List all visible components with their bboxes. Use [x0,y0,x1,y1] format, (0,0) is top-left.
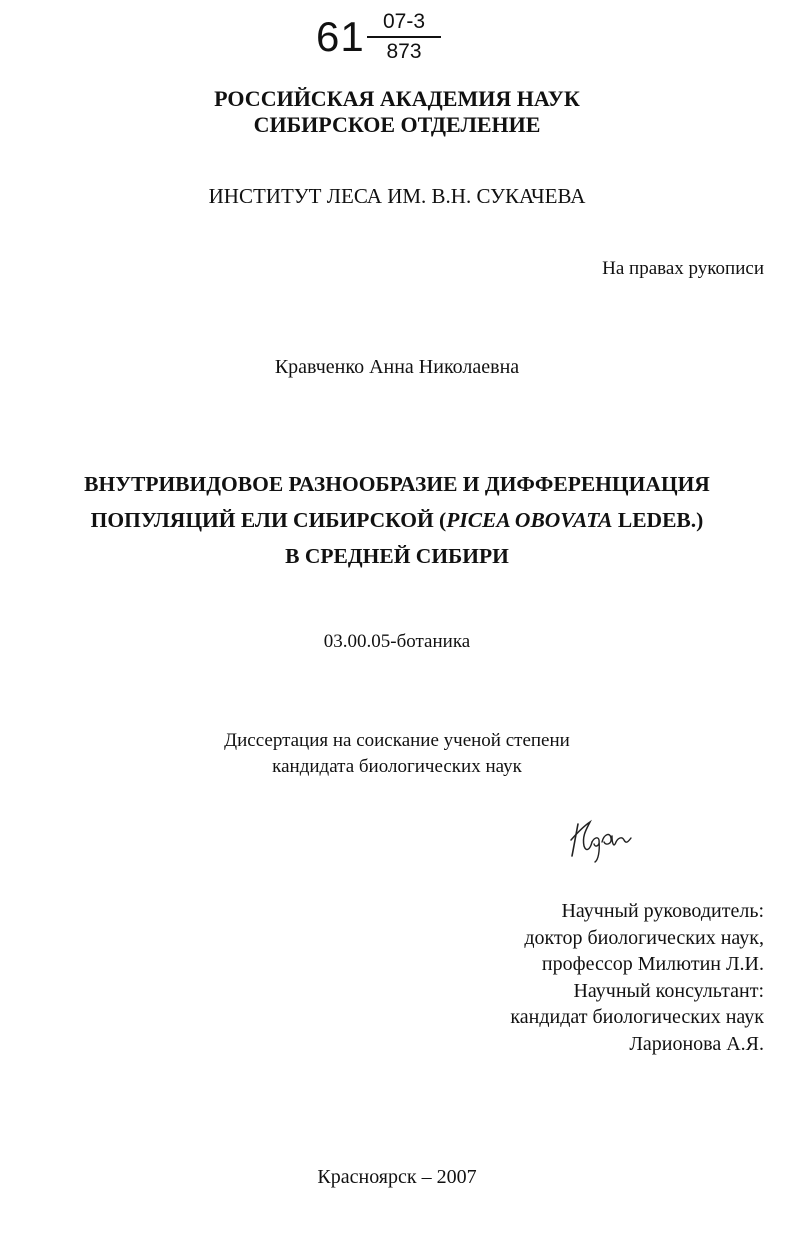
library-stamp-number: 61 [316,13,365,60]
title-line-2 [0,502,794,538]
supervisor-line: профессор Милютин Л.И. [541,953,764,975]
species-name: PICEA OBOVATA [446,508,613,532]
institute-name: ИНСТИТУТ ЛЕСА ИМ. В.Н. СУКАЧЕВА [208,184,586,208]
title-line-3: В СРЕДНЕЙ СИБИРИ [285,544,509,568]
supervisor-line: доктор биологических наук, [524,926,764,949]
rights-note: На правах рукописи [602,258,764,279]
specialty-code: 03.00.05-ботаника [323,631,471,652]
dissertation-line-2: кандидата биологических наук [272,756,522,777]
author-signature [568,812,634,869]
supervisor-line: Ларионова А.Я. [629,1032,764,1055]
supervisor-line: Научный руководитель: [561,900,764,922]
title-line-2-suffix: LEDEB.) [612,508,704,532]
city-year: Красноярск – 2007 [317,1166,477,1188]
stamp-denominator: 873 [386,40,422,63]
supervisor-line: кандидат биологических наук [510,1006,764,1028]
stamp-numerator: 07-3 [382,10,426,33]
title-line-2-prefix: ПОПУЛЯЦИЙ ЕЛИ СИБИРСКОЙ ( [90,508,447,532]
organization-line-1: РОССИЙСКАЯ АКАДЕМИЯ НАУК [214,86,580,111]
dissertation-line-1: Диссертация на соискание ученой степени [224,730,570,751]
organization-line-2: СИБИРСКОЕ ОТДЕЛЕНИЕ [253,112,541,137]
library-stamp-fraction [367,10,441,64]
stamp-fraction-bar [367,36,441,38]
supervisors-block [510,898,764,1057]
title-line-1: ВНУТРИВИДОВОЕ РАЗНООБРАЗИЕ И ДИФФЕРЕНЦИАЦИЯ [84,472,710,496]
supervisor-line: Научный консультант: [573,979,764,1002]
signature-icon [568,812,634,864]
author-name: Кравченко Анна Николаевна [274,356,520,378]
